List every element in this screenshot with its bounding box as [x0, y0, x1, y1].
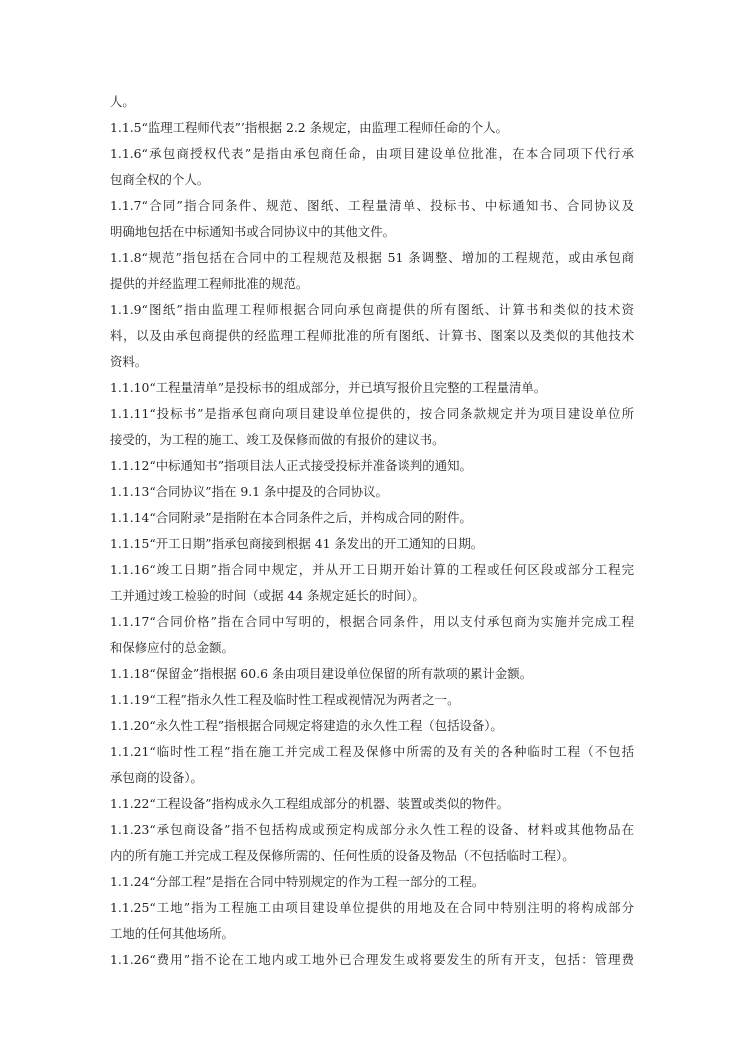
clause-1-1-24: 1.1.24“分部工程”是指在合同中特别规定的作为工程一部分的工程。 — [110, 874, 485, 889]
text-line: 料，以及由承包商提供的经监理工程师批准的所有图纸、计算书、图案以及类似的其他技术 — [110, 328, 634, 343]
clause-1-1-20: 1.1.20“永久性工程”指根据合同规定将建造的永久性工程（包括设备）。 — [110, 718, 503, 733]
clause-1-1-8: 1.1.8“规范”指包括在合同中的工程规范及根据 51 条调整、增加的工程规范，或由承包商 — [110, 250, 634, 265]
clause-1-1-22: 1.1.22“工程设备”指构成永久工程组成部分的机器、装置或类似的物件。 — [110, 796, 510, 811]
clause-1-1-23: 1.1.23“承包商设备”指不包括构成或预定构成部分永久性工程的设备、材料或其他物品在 — [110, 822, 634, 837]
clause-1-1-17: 1.1.17“合同价格”指在合同中写明的，根据合同条件，用以支付承包商为实施并完成工程 — [110, 614, 634, 629]
clause-1-1-21: 1.1.21“临时性工程”指在施工并完成工程及保修中所需的及有关的各种临时工程（不包括 — [110, 744, 634, 759]
document-body — [110, 89, 634, 973]
text-line: 工地的任何其他场所。 — [110, 926, 234, 941]
text-line: 人。 — [110, 94, 135, 109]
clause-1-1-16: 1.1.16“竣工日期”指合同中规定，并从开工日期开始计算的工程或任何区段或部分工程完 — [110, 562, 634, 577]
text-line: 工并通过竣工检验的时间（或据 44 条规定延长的时间）。 — [110, 588, 425, 603]
clause-1-1-13: 1.1.13“合同协议”指在 9.1 条中提及的合同协议。 — [110, 484, 388, 499]
clause-1-1-25: 1.1.25“工地”指为工程施工由项目建设单位提供的用地及在合同中特别注明的将构成部分 — [110, 900, 634, 915]
text-line: 明确地包括在中标通知书或合同协议中的其他文件。 — [110, 224, 395, 239]
clause-1-1-19: 1.1.19“工程”指永久性工程及临时性工程或视情况为两者之一。 — [110, 692, 460, 707]
text-line: 包商全权的个人。 — [110, 172, 210, 187]
text-line: 资料。 — [110, 354, 148, 369]
text-line: 内的所有施工并完成工程及保修所需的、任何性质的设备及物品（不包括临时工程）。 — [110, 848, 575, 863]
clause-1-1-5: 1.1.5“监理工程师代表”’指根据 2.2 条规定，由监理工程师任命的个人。 — [110, 120, 508, 135]
clause-1-1-11: 1.1.11“投标书”是指承包商向项目建设单位提供的，按合同条款规定并为项目建设单位所 — [110, 406, 634, 421]
clause-1-1-15: 1.1.15“开工日期”指承包商接到根据 41 条发出的开工通知的日期。 — [110, 536, 484, 551]
clause-1-1-14: 1.1.14“合同附录”是指附在本合同条件之后，并构成合同的附件。 — [110, 510, 472, 525]
clause-1-1-7: 1.1.7“合同”指合同条件、规范、图纸、工程量清单、投标书、中标通知书、合同协议及 — [110, 198, 634, 213]
clause-1-1-6: 1.1.6“承包商授权代表”是指由承包商任命，由项目建设单位批准，在本合同项下代行承 — [110, 146, 634, 161]
text-line: 和保修应付的总金额。 — [110, 640, 234, 655]
clause-1-1-12: 1.1.12“中标通知书”指项目法人正式接受投标并准备谈判的通知。 — [110, 458, 472, 473]
clause-1-1-9: 1.1.9“图纸”指由监理工程师根据合同向承包商提供的所有图纸、计算书和类似的技术资 — [110, 302, 634, 317]
clause-1-1-26: 1.1.26“费用”指不论在工地内或工地外已合理发生或将要发生的所有开支，包括：管理费 — [110, 952, 634, 967]
text-line: 接受的，为工程的施工、竣工及保修而做的有报价的建议书。 — [110, 432, 445, 447]
clause-1-1-10: 1.1.10“工程量清单”是投标书的组成部分，并已填写报价且完整的工程量清单。 — [110, 380, 547, 395]
text-line: 提供的并经监理工程师批准的规范。 — [110, 276, 309, 291]
clause-1-1-18: 1.1.18“保留金”指根据 60.6 条由项目建设单位保留的所有款项的累计金额。 — [110, 666, 533, 681]
text-line: 承包商的设备）。 — [110, 770, 203, 785]
